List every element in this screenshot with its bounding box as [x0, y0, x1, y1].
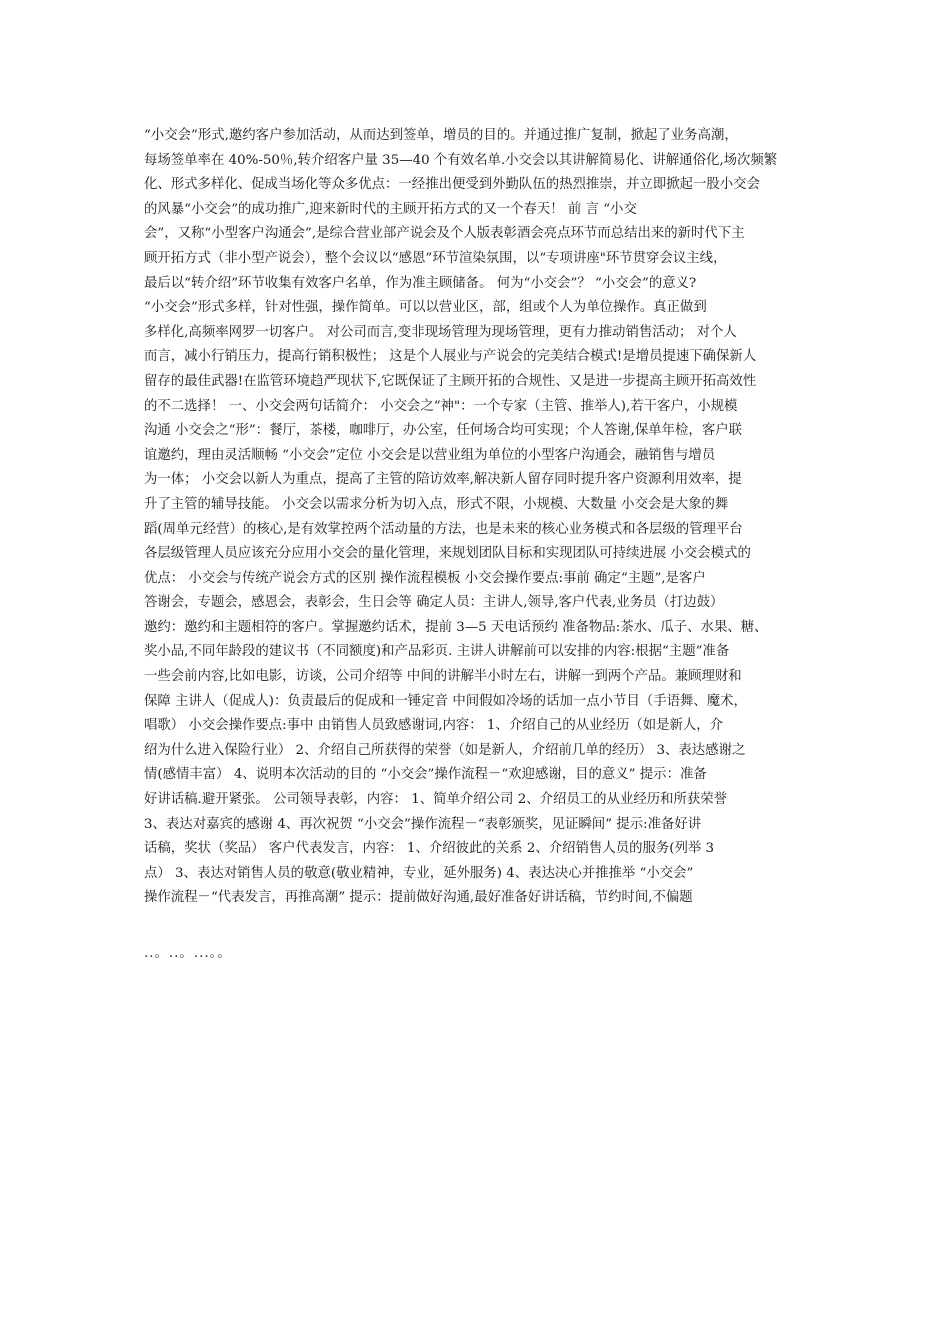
text-line: 顾开拓方式（非小型产说会），整个会议以“感恩”环节渲染氛围，以“专项讲座"环节贯穿会议主线，	[144, 250, 727, 266]
text-line: 各层级管理人员应该充分应用小交会的量化管理，来规划团队目标和实现团队可持续进展 小交会模式的	[144, 546, 751, 562]
text-line: 点） 3、表达对销售人员的敬意(敬业精神，专业，延外服务) 4、表达决心并推推举 “小交会”	[144, 865, 694, 881]
text-line: 情(感情丰富） 4、说明本次活动的目的 “小交会”操作流程－“欢迎感谢，目的意义” 提示：准备	[144, 767, 707, 783]
text-line: 会”，又称“小型客户沟通会”,是综合营业部产说会及个人版表彰酒会亮点环节而总结出来的新时代下主	[144, 226, 745, 242]
text-line: 而言，减小行销压力，提高行销积极性； 这是个人展业与产说会的完美结合模式!是增员提速下确保新人	[144, 349, 757, 365]
text-line: 升了主管的辅导技能。 小交会以需求分析为切入点，形式不限，小规模、大数量 小交会是大象的舞	[144, 496, 729, 512]
text-line: 奖小品,不同年龄段的建议书（不同额度)和产品彩页. 主讲人讲解前可以安排的内容:根据“主题”准备	[144, 644, 730, 660]
text-line: 3、表达对嘉宾的感谢 4、再次祝贺 “小交会”操作流程－“表彰颁奖，见证瞬间” 提示:准备好讲	[144, 816, 702, 832]
text-line: 唱歌） 小交会操作要点:事中 由销售人员致感谢词,内容： 1、介绍自己的从业经历（如是新人，介	[144, 718, 724, 734]
text-line: 为一体； 小交会以新人为重点，提高了主管的陪访效率,解决新人留存同时提升客户资源利用效率，提	[144, 472, 742, 488]
text-line: 优点： 小交会与传统产说会方式的区别 操作流程模板 小交会操作要点:事前 确定“主题”,是客户	[144, 570, 706, 586]
text-line: 沟通 小交会之“形”：餐厅，茶楼，咖啡厅，办公室，任何场合均可实现；个人答谢,保单年检，客户联	[144, 423, 742, 439]
ellipsis-mark: ..。..。...。。	[144, 946, 232, 961]
text-line: “小交会”形式,邀约客户参加活动，从而达到签单，增员的目的。并通过推广复制，掀起了业务高潮，	[144, 128, 738, 143]
text-line: 答谢会，专题会，感恩会，表彰会，生日会等 确定人员：主讲人,领导,客户代表,业务员（打边鼓）	[144, 595, 724, 611]
text-line: 邀约：邀约和主题相符的客户。掌握邀约话术，提前 3—5 天电话预约 准备物品:茶水、瓜子、水果、糖、	[144, 619, 768, 635]
text-line: 操作流程－“代表发言，再推高潮” 提示：提前做好沟通,最好准备好讲话稿，节约时间,不偏题	[144, 890, 693, 906]
text-line: “小交会”形式多样，针对性强，操作简单。可以以营业区，部，组或个人为单位操作。真正做到	[144, 300, 707, 316]
text-line: 最后以“转介绍”环节收集有效客户名单，作为准主顾储备。 何为“小交会”？ “小交会”的意义?	[144, 275, 697, 291]
text-line: 化、形式多样化、促成当场化等众多优点：一经推出便受到外勤队伍的热烈推崇，并立即掀起一股小交会	[144, 177, 760, 193]
text-line: 绍为什么进入保险行业） 2、介绍自己所获得的荣誉（如是新人，介绍前几单的经历） 3、表达感谢之	[144, 742, 746, 758]
body-text	[144, 124, 812, 911]
text-line: 的不二选择！ 一、小交会两句话简介： 小交会之“神"：一个专家（主管、推举人),若干客户，小规模	[144, 398, 738, 414]
text-line: 多样化,高频率网罗一切客户。 对公司而言,变非现场管理为现场管理，更有力推动销售活动； 对个人	[144, 324, 737, 340]
text-line: 留存的最佳武器!在监管环境趋严现状下,它既保证了主顾开拓的合规性、又是进一步提高主顾开拓高效性	[144, 373, 757, 389]
text-line: 一些会前内容,比如电影，访谈，公司介绍等 中间的讲解半小时左右，讲解一到两个产品。兼顾理财和	[144, 669, 742, 685]
text-line: 每场签单率在 40%-50％,转介绍客户量 35—40 个有效名单.小交会以其讲解简易化、讲解通俗化,场次频繁	[144, 152, 778, 168]
text-line: 谊邀约，理由灵活顺畅 “小交会”定位 小交会是以营业组为单位的小型客户沟通会，融销售与增员	[144, 447, 716, 463]
text-line: 保障 主讲人（促成人)：负责最后的促成和一锤定音 中间假如冷场的话加一点小节目（手语舞、魔术，	[144, 693, 747, 709]
text-line: 的风暴“小交会”的成功推广,迎来新时代的主顾开拓方式的又一个春天！ 前 言 “小交	[144, 201, 637, 217]
text-line: 话稿，奖状（奖品） 客户代表发言，内容： 1、介绍彼此的关系 2、介绍销售人员的服务(列举 3	[144, 841, 715, 857]
text-line: 好讲话稿.避开紧张。 公司领导表彰，内容： 1、简单介绍公司 2、介绍员工的从业经历和所获荣誉	[144, 792, 728, 808]
text-line: 蹈(周单元经营）的核心,是有效掌控两个活动量的方法，也是未来的核心业务模式和各层级的管理平台	[144, 521, 743, 537]
